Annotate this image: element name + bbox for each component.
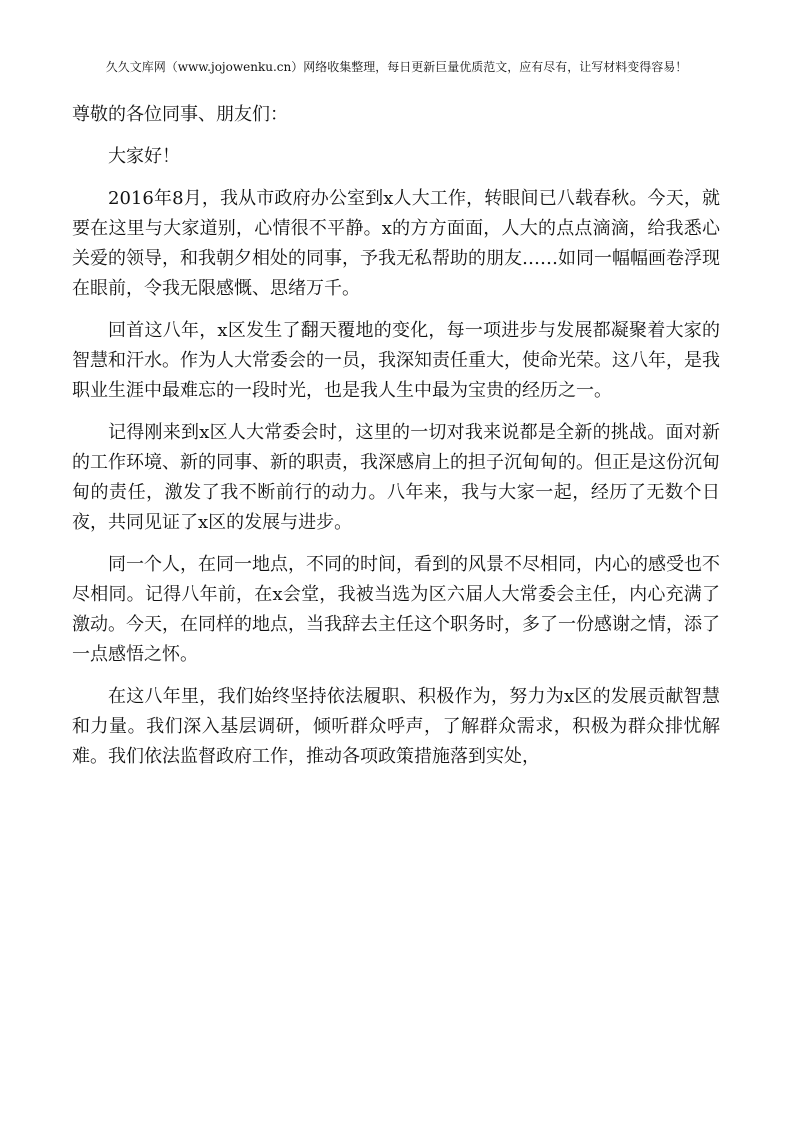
paragraph-4: 同一个人，在同一地点，不同的时间，看到的风景不尽相同，内心的感受也不尽相同。记得八年前，在x会堂，我被当选为区六届人大常委会主任，内心充满了激动。今天，在同样的地点，当我辞去主任这个职务时，多了一份感谢之情，添了一点感悟之怀。 [72, 554, 720, 665]
document-body [72, 100, 720, 784]
salutation: 尊敬的各位同事、朋友们： [72, 104, 288, 125]
page-header: 久久文库网（www.jojowenku.cn）网络收集整理，每日更新巨量优质范文，应有尽有，让写材料变得容易！ [105, 60, 688, 74]
paragraph-3: 记得刚来到x区人大常委会时，这里的一切对我来说都是全新的挑战。面对新的工作环境、新的同事、新的职责，我深感肩上的担子沉甸甸的。但正是这份沉甸甸的责任，激发了我不断前行的动力。八年来，我与大家一起，经历了无数个日夜，共同见证了x区的发展与进步。 [72, 422, 720, 533]
paragraph-5: 在这八年里，我们始终坚持依法履职、积极作为，努力为x区的发展贡献智慧和力量。我们深入基层调研，倾听群众呼声，了解群众需求，积极为群众排忧解难。我们依法监督政府工作，推动各项政策措施落到实处， [72, 686, 720, 767]
paragraph-1: 2016年8月，我从市政府办公室到x人大工作，转眼间已八载春秋。今天，就要在这里与大家道别，心情很不平静。x的方方面面，人大的点点滴滴，给我悉心关爱的领导，和我朝夕相处的同事，予我无私帮助的朋友……如同一幅幅画卷浮现在眼前，令我无限感慨、思绪万千。 [72, 188, 720, 299]
paragraph-2: 回首这八年，x区发生了翻天覆地的变化，每一项进步与发展都凝聚着大家的智慧和汗水。作为人大常委会的一员，我深知责任重大，使命光荣。这八年，是我职业生涯中最难忘的一段时光，也是我人生中最为宝贵的经历之一。 [72, 320, 720, 401]
greeting: 大家好！ [108, 146, 180, 167]
